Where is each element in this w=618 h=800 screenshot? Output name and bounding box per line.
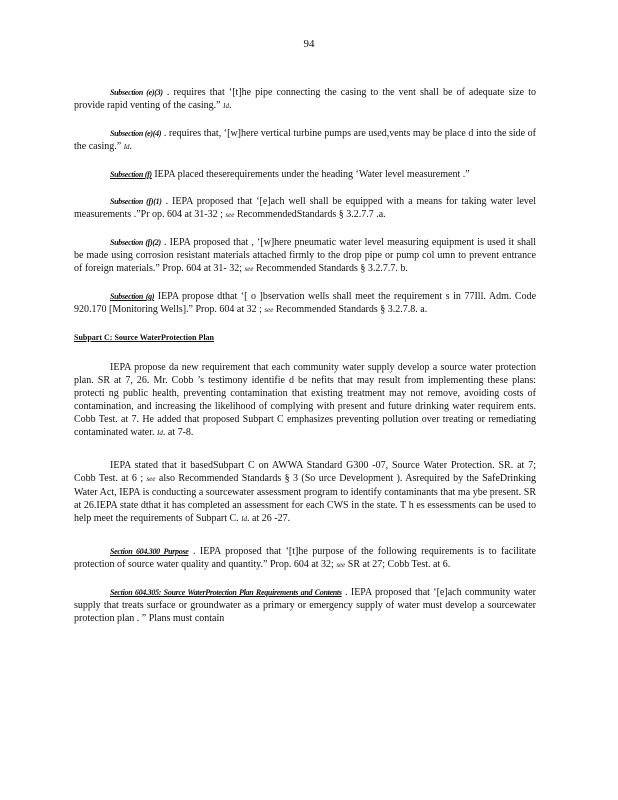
paragraph-text: IEPA stated that it basedSubpart C on AWWA Standard G300 -07, Source Water Protection. SR. at 7; Cobb Test. at 6 ;	[74, 460, 536, 484]
document-body	[74, 86, 536, 625]
subsection-label: Subsection (e)(4)	[110, 129, 162, 138]
paragraph-text: . requires that, ‘[w]here vertical turbine pumps are used,vents may be place d into the side of the casing.”	[74, 128, 537, 152]
paragraph-text: . IEPA proposed that ‘[e]ach community water supply that treats surface or groundwater as a primary or emergency supply of water must develop a sourcewater protection plan . ” Plans must contain	[74, 587, 537, 624]
paragraph-tail: SR at 27; Cobb Test. at 6.	[347, 559, 451, 570]
subpart-heading: Subpart C: Source WaterProtection Plan	[74, 333, 214, 342]
body-paragraph-source-water	[74, 361, 536, 440]
subsection-label: Subsection (g)	[110, 292, 155, 301]
paragraph-tail-2: . at 26 -27.	[247, 513, 291, 524]
paragraph-subsection-e3	[74, 86, 536, 113]
paragraph-text: . IEPA proposed that ‘[t]he purpose of the following requirements is to facilitate protection of source water quality and quantity.” Prop. 604 at 32;	[74, 546, 536, 570]
section-label: Section 604.305: Source WaterProtection Plan Requirements and Contents	[110, 588, 342, 597]
paragraph-text: . IEPA proposed that , ‘[w]here pneumatic water level measuring equipment is used it shall be made using corrosion resistant materials attached firmly to the drop pipe or pump col umn to prevent entrance of foreign materials.” Prop. 604 at 31- 32;	[74, 237, 536, 274]
paragraph-subsection-g	[74, 290, 536, 317]
paragraph-tail: RecommendedStandards § 3.2.7.7 .a.	[236, 209, 386, 220]
section-604-300	[74, 545, 536, 572]
paragraph-tail: Recommended Standards § 3.2.7.7. b.	[255, 263, 408, 274]
paragraph-subsection-e4	[74, 127, 536, 154]
citation-see: see	[264, 306, 274, 314]
citation-id: Id	[223, 102, 229, 110]
citation-id: Id	[157, 429, 163, 437]
subsection-label: Subsection (f)(2)	[110, 238, 161, 247]
paragraph-subsection-f2	[74, 236, 536, 276]
paragraph-text: . IEPA proposed that ‘[e]ach well shall be equipped with a means for taking water level measurements .”Pr op. 604 at 31-32 ;	[74, 196, 537, 220]
paragraph-tail: also Recommended Standards § 3 (So urce Development ). Asrequired by the SafeDrinking Water Act, IEPA is conducting a sourcewater assessment program to identify contaminants that ma ybe present. SR at 26.IEPA state dthat it has completed an assessment for each CWS in the state. T h es essessments can be used to help meet the requirements of Subpart C.	[74, 473, 536, 524]
citation-see: see	[225, 211, 235, 219]
citation-id: Id	[123, 143, 130, 151]
citation-id: Id	[241, 515, 248, 523]
paragraph-subsection-f	[74, 168, 536, 181]
section-label: Section 604.300 Purpose	[110, 547, 189, 556]
paragraph-tail: .	[228, 100, 232, 111]
body-paragraph-awwa	[74, 459, 536, 526]
citation-see: see	[244, 265, 254, 273]
subsection-label: Subsection (e)(3)	[110, 88, 163, 97]
paragraph-text: . requires that ‘[t]he pipe connecting the casing to the vent shall be of adequate size to provide rapid venting of the casing.”	[74, 87, 536, 111]
paragraph-tail: .	[129, 141, 133, 152]
subsection-label: Subsection (f)(1)	[110, 197, 162, 206]
section-604-305	[74, 586, 536, 625]
page-number: 94	[303, 38, 315, 50]
paragraph-text: IEPA propose dthat ‘[ o ]bservation wells shall meet the requirement s in 77Ill. Adm. Code 920.170 [Monitoring Wells].” Prop. 604 at 32 ;	[74, 291, 537, 315]
citation-see: see	[146, 475, 156, 483]
paragraph-tail: Recommended Standards § 3.2.7.8. a.	[275, 304, 428, 315]
paragraph-text: IEPA propose da new requirement that each community water supply develop a source water protection plan. SR at 7, 26. Mr. Cobb ’s testimony identifie d be nefits that may result from implementing these plans: protecti ng public health, preventing contamination that existing treatment may not remove, avoiding costs of contamination, and increasing the likelihood of complying with present and future drinking water requirem ents. Cobb Test. at 7. He added that proposed Subpart C emphasizes preventing pollution over treating or remediating contaminated water.	[74, 362, 536, 438]
subsection-label: Subsection (f)	[110, 170, 152, 179]
paragraph-text: IEPA placed theserequirements under the heading ‘Water level measurement .”	[154, 169, 470, 180]
paragraph-subsection-f1	[74, 195, 536, 222]
paragraph-tail: . at 7-8.	[162, 427, 194, 438]
citation-see: see	[336, 561, 346, 569]
